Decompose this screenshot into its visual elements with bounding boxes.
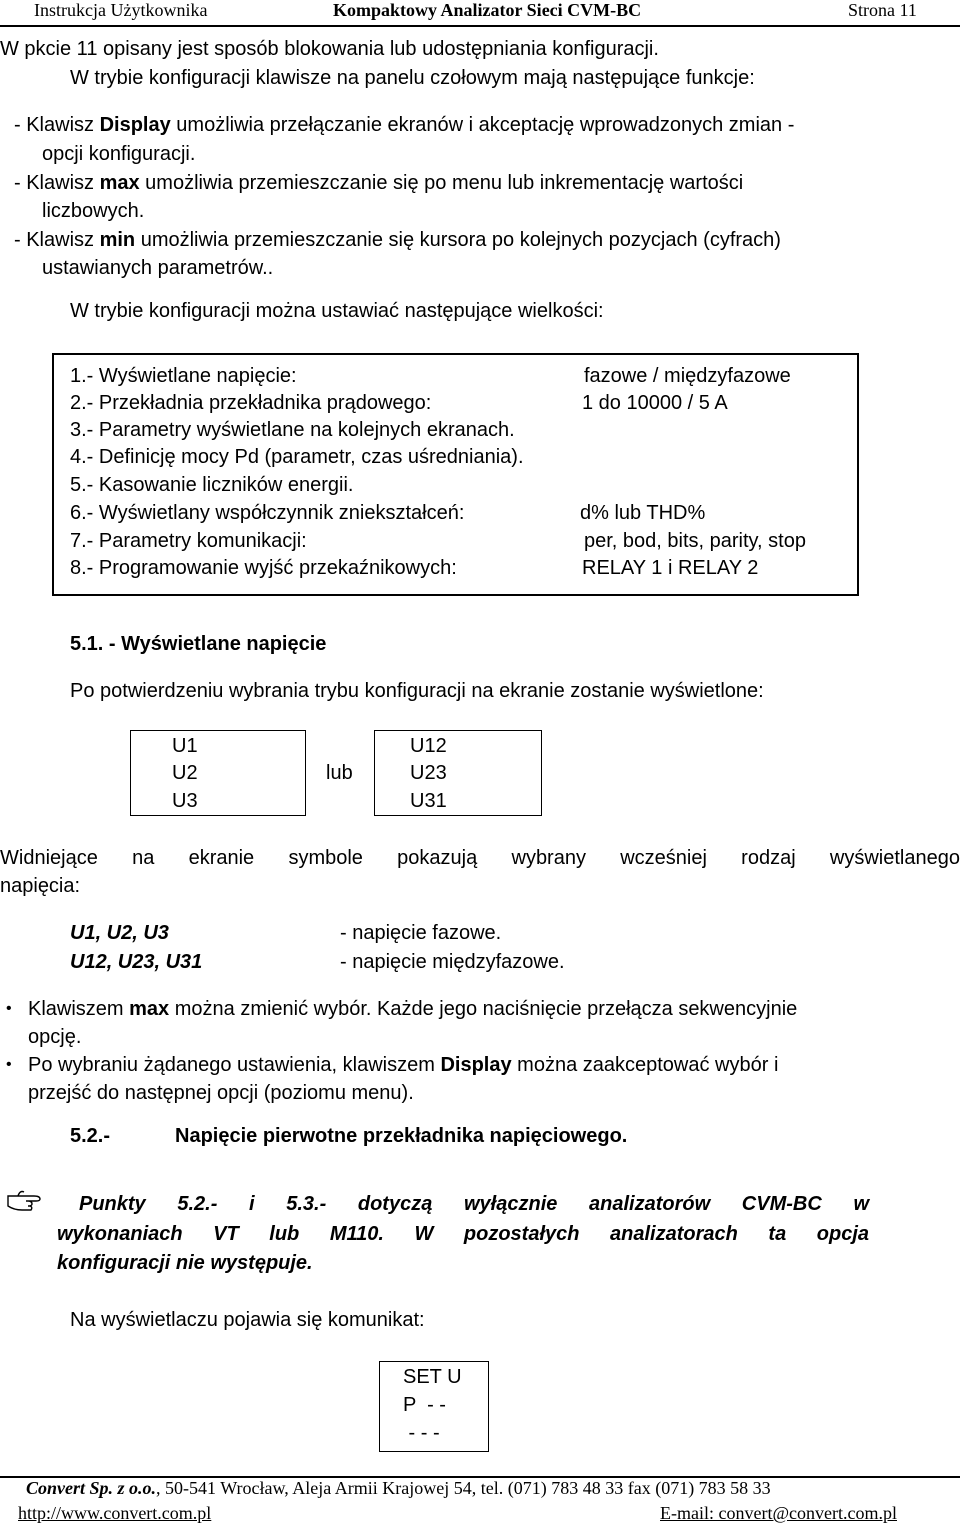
intro-line-1: W pkcie 11 opisany jest sposób blokowania lub udostępniania konfiguracji. xyxy=(0,38,659,60)
phase-display-u2: U2 xyxy=(172,762,198,784)
message-intro: Na wyświetlaczu pojawia się komunikat: xyxy=(70,1309,425,1331)
setting-4-label: 4.- Definicję mocy Pd (parametr, czas uśredniania). xyxy=(70,446,524,468)
setting-1-label: 1.- Wyświetlane napięcie: xyxy=(70,365,297,387)
key-min-text: umożliwia przemieszczanie się kursora po kolejnych pozycjach (cyfrach) xyxy=(135,229,781,251)
bullet-1-text-c: można zmienić wybór. Każde jego naciśnięcie przełącza sekwencyjnie xyxy=(169,998,798,1020)
legend-line-meaning: - napięcie międzyfazowe. xyxy=(340,951,565,973)
bullet-2-cont: przejść do następnej opcji (poziomu menu). xyxy=(28,1082,414,1104)
setting-2-value: 1 do 10000 / 5 A xyxy=(582,392,728,414)
phase-display-u1: U1 xyxy=(172,735,198,757)
section-5-2-title: Napięcie pierwotne przekładnika napięciowego. xyxy=(175,1125,628,1147)
footer-website-link[interactable]: http://www.convert.com.pl xyxy=(18,1503,212,1523)
key-display-text: umożliwia przełączanie ekranów i akceptację wprowadzonych zmian - xyxy=(170,114,795,136)
header-divider xyxy=(0,25,960,27)
key-min-name: min xyxy=(99,229,136,251)
symbols-desc-line-1: Widniejące na ekranie symbole pokazują wybrany wcześniej rodzaj wyświetlanego xyxy=(0,847,960,869)
section-5-2-number: 5.2.- xyxy=(70,1125,111,1147)
phase-voltage-display xyxy=(130,730,306,816)
key-display-name: Display xyxy=(99,114,171,136)
setting-2-label: 2.- Przekładnia przekładnika prądowego: xyxy=(70,392,432,414)
key-prefix: - Klawisz xyxy=(14,229,100,251)
setting-5-label: 5.- Kasowanie liczników energii. xyxy=(70,474,354,496)
note-line-3: konfiguracji nie występuje. xyxy=(57,1252,313,1274)
key-min-cont: ustawianych parametrów.. xyxy=(42,257,274,279)
bullet-icon: • xyxy=(6,1000,12,1017)
key-max-cont: liczbowych. xyxy=(42,200,145,222)
bullet-1-line xyxy=(28,998,797,1021)
line-display-u12: U12 xyxy=(410,735,447,757)
setting-8-label: 8.- Programowanie wyjść przekaźnikowych: xyxy=(70,557,457,579)
footer-email-link[interactable]: E-mail: convert@convert.com.pl xyxy=(660,1503,897,1523)
note-line-2: wykonaniach VT lub M110. W pozostałych analizatorach ta opcja xyxy=(57,1223,869,1245)
key-max-text: umożliwia przemieszczanie się po menu lub inkrementację wartości xyxy=(139,172,744,194)
bullet-1-cont: opcję. xyxy=(28,1026,82,1048)
setting-6-label: 6.- Wyświetlany współczynnik zniekształceń: xyxy=(70,502,465,524)
line-display-u31: U31 xyxy=(410,790,447,812)
setting-7-label: 7.- Parametry komunikacji: xyxy=(70,530,307,552)
key-max-name: max xyxy=(99,172,140,194)
key-display-desc xyxy=(14,114,794,137)
note-line-1: Punkty 5.2.- i 5.3.- dotyczą wyłącznie analizatorów CVM-BC w xyxy=(79,1193,869,1215)
or-label: lub xyxy=(326,762,353,784)
legend-phase-symbols: U1, U2, U3 xyxy=(70,922,169,944)
header-product-title: Kompaktowy Analizator Sieci CVM-BC xyxy=(333,0,642,20)
header-manual-title: Instrukcja Użytkownika xyxy=(34,0,208,20)
line-voltage-display xyxy=(374,730,542,816)
bullet-2-text-a: Po wybraniu żądanego ustawienia, klawiszem xyxy=(28,1054,441,1076)
footer-address-text: , 50-541 Wrocław, Aleja Armii Krajowej 54, tel. (071) 783 48 33 fax (071) 783 58 33 xyxy=(156,1478,771,1498)
setting-3-label: 3.- Parametry wyświetlane na kolejnych ekranach. xyxy=(70,419,515,441)
bullet-icon: • xyxy=(6,1056,12,1073)
legend-phase-meaning: - napięcie fazowe. xyxy=(340,922,502,944)
set-display-line-2: P - - xyxy=(403,1394,446,1416)
intro-line-2: W trybie konfiguracji klawisze na panelu czołowym mają następujące funkcje: xyxy=(70,67,755,89)
header-page-number: Strona 11 xyxy=(848,0,917,20)
bullet-1-key: max xyxy=(129,998,170,1020)
bullet-1-text-a: Klawiszem xyxy=(28,998,130,1020)
bullet-2-line xyxy=(28,1054,778,1077)
setting-8-value: RELAY 1 i RELAY 2 xyxy=(582,557,759,579)
section-5-1-intro: Po potwierdzeniu wybrania trybu konfiguracji na ekranie zostanie wyświetlone: xyxy=(70,680,764,702)
set-display-line-3: - - - xyxy=(403,1422,440,1444)
bullet-2-key: Display xyxy=(440,1054,512,1076)
setting-1-value: fazowe / międzyfazowe xyxy=(584,365,791,387)
key-prefix: - Klawisz xyxy=(14,172,100,194)
symbols-desc-line-2: napięcia: xyxy=(0,875,81,897)
footer-company: Convert Sp. z o.o. xyxy=(26,1478,157,1498)
key-display-cont: opcji konfiguracji. xyxy=(42,143,196,165)
setting-6-value: d% lub THD% xyxy=(580,502,706,524)
section-5-1-title: 5.1. - Wyświetlane napięcie xyxy=(70,633,327,655)
legend-line-symbols: U12, U23, U31 xyxy=(70,951,203,973)
config-intro: W trybie konfiguracji można ustawiać następujące wielkości: xyxy=(70,300,604,322)
bullet-2-text-c: można zaakceptować wybór i xyxy=(511,1054,779,1076)
line-display-u23: U23 xyxy=(410,762,447,784)
key-max-desc xyxy=(14,172,743,195)
setting-7-value: per, bod, bits, parity, stop xyxy=(584,530,806,552)
footer-address xyxy=(26,1478,771,1499)
set-display-line-1: SET U xyxy=(403,1366,462,1388)
key-prefix: - Klawisz xyxy=(14,114,100,136)
phase-display-u3: U3 xyxy=(172,790,198,812)
pointing-hand-icon xyxy=(6,1186,54,1214)
key-min-desc xyxy=(14,229,781,252)
